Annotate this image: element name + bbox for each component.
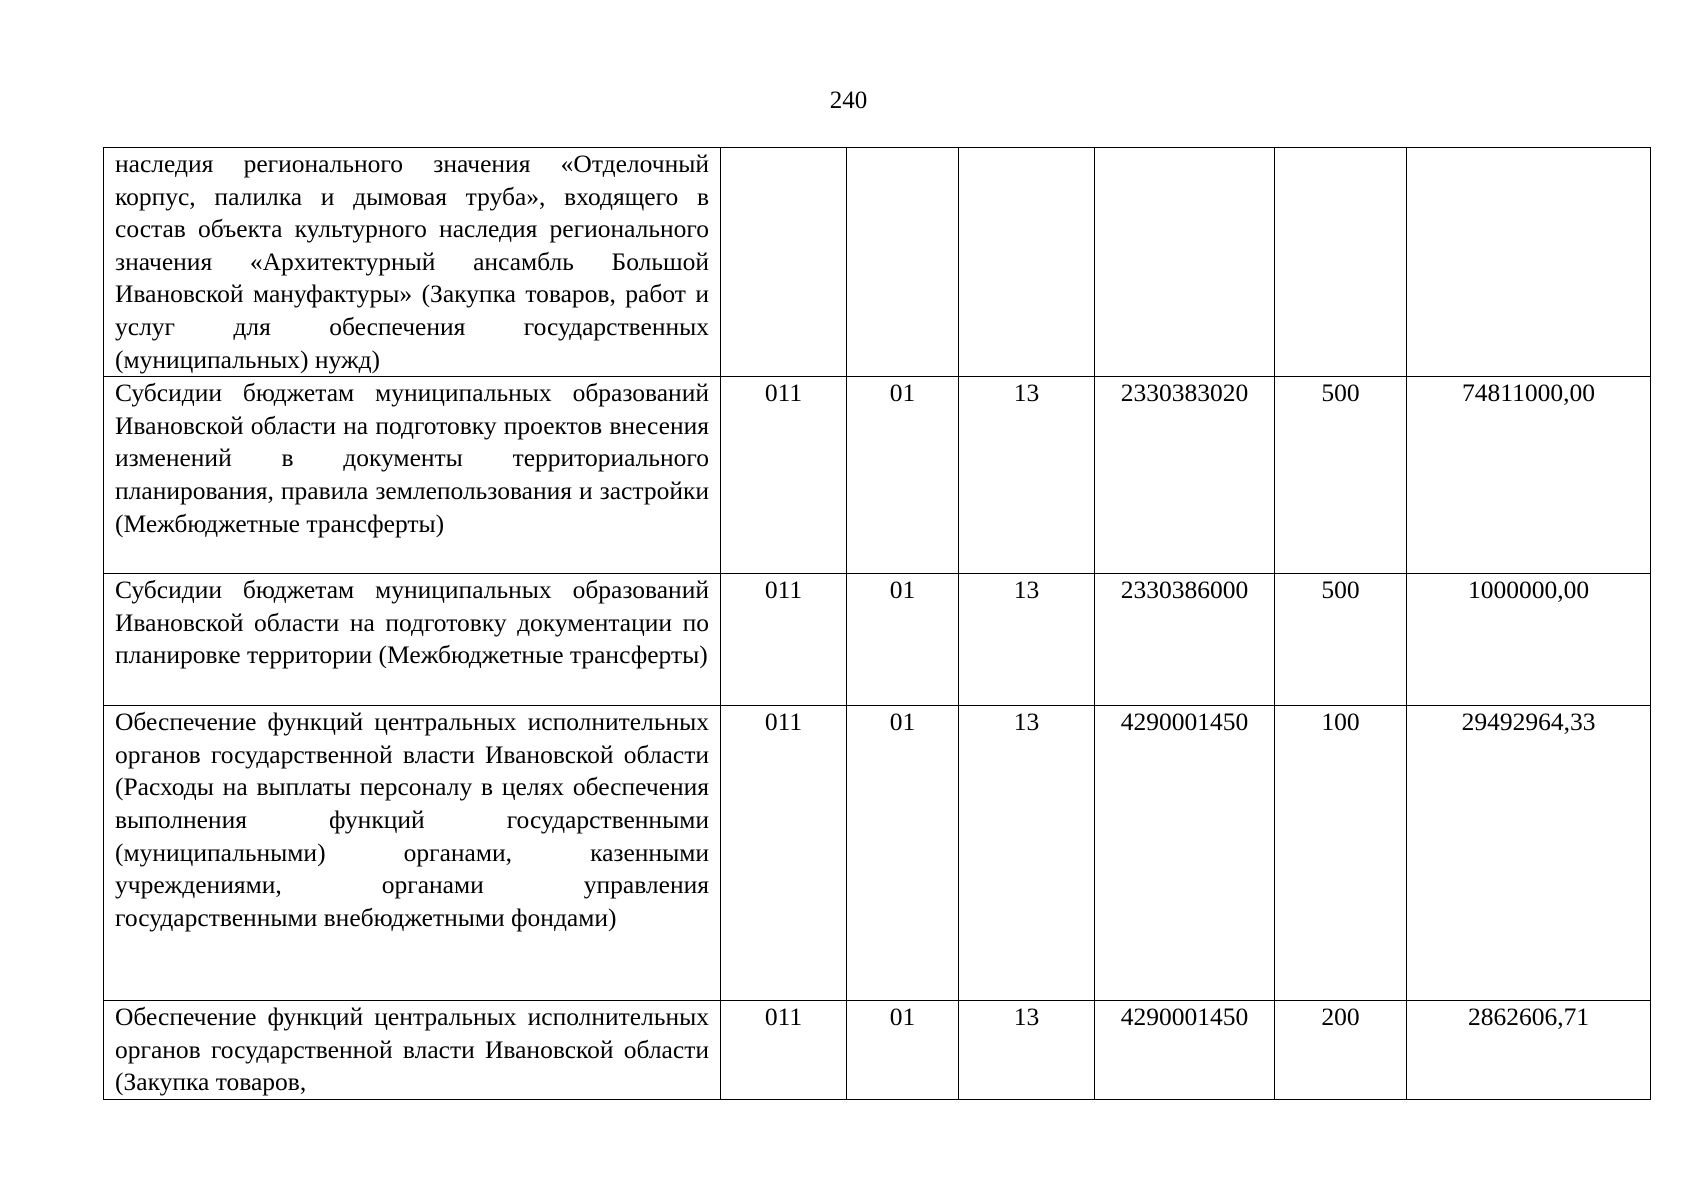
amount-cell: 74811000,00 bbox=[1407, 377, 1651, 574]
ministry-code-cell bbox=[721, 148, 847, 377]
table-row bbox=[104, 148, 1651, 377]
row-description: наследия регионального значения «Отделочный корпус, палилка и дымовая труба», входящего в состав объекта культурного наследия регионального значения «Архитектурный ансамбль Большой Ивановской мануфактуры» (Закупка товаров, работ и услуг для обеспечения государственных (муниципальных) нужд) bbox=[104, 148, 721, 377]
subsection-code-cell: 13 bbox=[959, 1001, 1095, 1100]
section-code-cell bbox=[847, 148, 959, 377]
section-code-cell: 01 bbox=[847, 706, 959, 1001]
table-row bbox=[104, 574, 1651, 706]
subsection-code-cell: 13 bbox=[959, 574, 1095, 706]
row-description: Субсидии бюджетам муниципальных образований Ивановской области на подготовку проектов внесения изменений в документы территориального планирования, правила землепользования и застройки (Межбюджетные трансферты) bbox=[104, 377, 721, 574]
expense-type-cell: 500 bbox=[1275, 377, 1407, 574]
amount-cell: 29492964,33 bbox=[1407, 706, 1651, 1001]
subsection-code-cell: 13 bbox=[959, 706, 1095, 1001]
row-description: Обеспечение функций центральных исполнительных органов государственной власти Ивановской области (Расходы на выплаты персоналу в целях обеспечения выполнения функций государственными (муниципальными) органами, казенными учреждениями, органами управления государственными внебюджетными фондами) bbox=[104, 706, 721, 1001]
expense-type-cell: 500 bbox=[1275, 574, 1407, 706]
ministry-code-cell: 011 bbox=[721, 706, 847, 1001]
section-code-cell: 01 bbox=[847, 377, 959, 574]
table-row bbox=[104, 377, 1651, 574]
page-number: 240 bbox=[829, 87, 868, 114]
expense-type-cell: 200 bbox=[1275, 1001, 1407, 1100]
table-row bbox=[104, 706, 1651, 1001]
ministry-code-cell: 011 bbox=[721, 574, 847, 706]
budget-table bbox=[103, 147, 1651, 1100]
row-description: Субсидии бюджетам муниципальных образований Ивановской области на подготовку документации по планировке территории (Межбюджетные трансферты) bbox=[104, 574, 721, 706]
amount-cell: 2862606,71 bbox=[1407, 1001, 1651, 1100]
ministry-code-cell: 011 bbox=[721, 377, 847, 574]
target-code-cell: 2330386000 bbox=[1095, 574, 1275, 706]
section-code-cell: 01 bbox=[847, 1001, 959, 1100]
amount-cell: 1000000,00 bbox=[1407, 574, 1651, 706]
target-code-cell: 2330383020 bbox=[1095, 377, 1275, 574]
target-code-cell bbox=[1095, 148, 1275, 377]
subsection-code-cell: 13 bbox=[959, 377, 1095, 574]
expense-type-cell bbox=[1275, 148, 1407, 377]
subsection-code-cell bbox=[959, 148, 1095, 377]
ministry-code-cell: 011 bbox=[721, 1001, 847, 1100]
row-description: Обеспечение функций центральных исполнительных органов государственной власти Ивановской области (Закупка товаров, bbox=[104, 1001, 721, 1100]
amount-cell bbox=[1407, 148, 1651, 377]
target-code-cell: 4290001450 bbox=[1095, 706, 1275, 1001]
section-code-cell: 01 bbox=[847, 574, 959, 706]
expense-type-cell: 100 bbox=[1275, 706, 1407, 1001]
table-row bbox=[104, 1001, 1651, 1100]
target-code-cell: 4290001450 bbox=[1095, 1001, 1275, 1100]
